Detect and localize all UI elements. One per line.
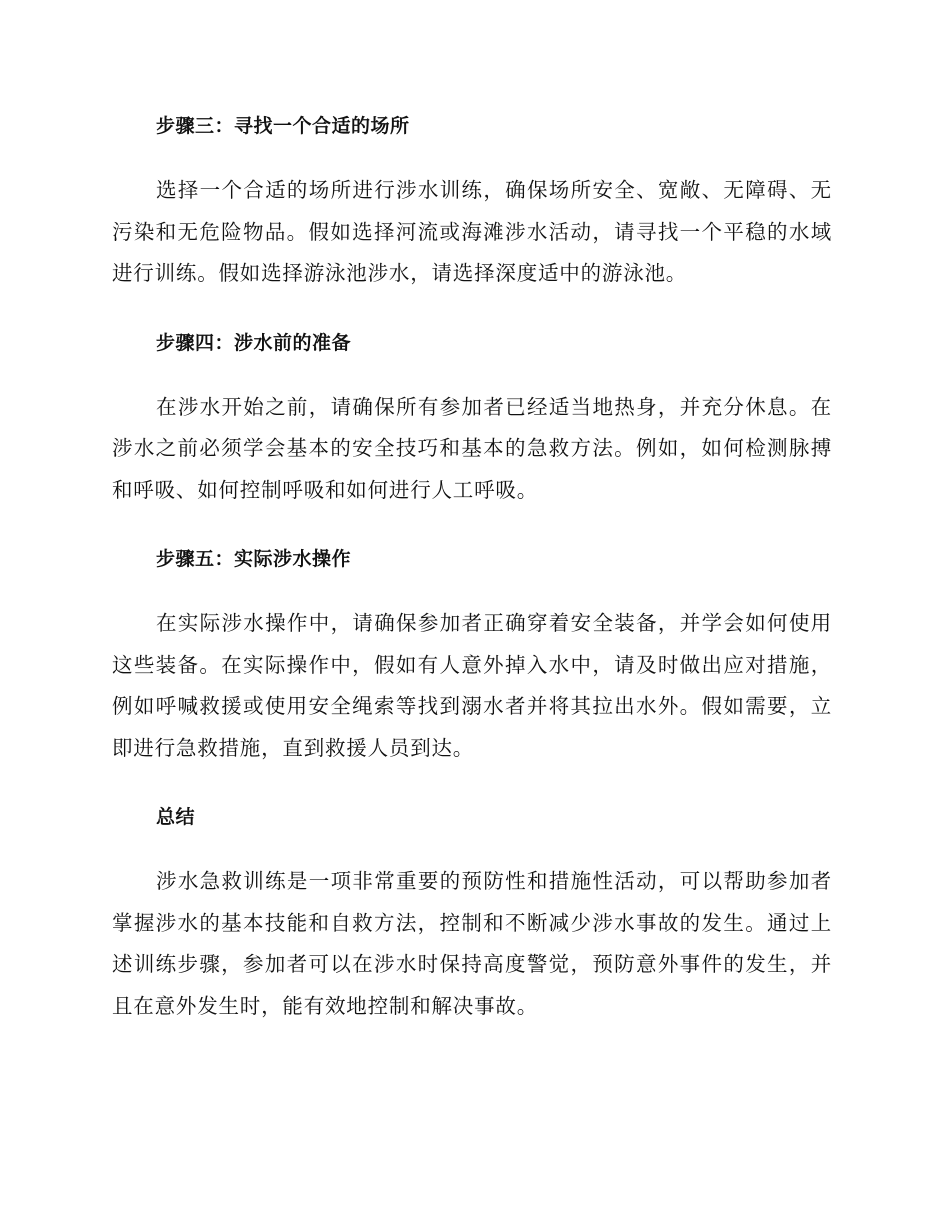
section-paragraph: 涉水急救训练是一项非常重要的预防性和措施性活动，可以帮助参加者掌握涉水的基本技能和自救方法，控制和不断减少涉水事故的发生。通过上述训练步骤，参加者可以在涉水时保持高度警觉，预防意外事件的发生，并且在意外发生时，能有效地控制和解决事故。 [112,869,832,1018]
section-heading: 步骤四：涉水前的准备 [156,331,352,354]
section-paragraph: 在涉水开始之前，请确保所有参加者已经适当地热身，并充分休息。在涉水之前必须学会基本的安全技巧和基本的急救方法。例如，如何检测脉搏和呼吸、如何控制呼吸和如何进行人工呼吸。 [112,394,832,502]
section-heading: 总结 [156,806,196,828]
section-step-three [112,108,832,295]
section-step-five [112,541,832,769]
section-summary [112,799,832,1027]
section-step-four [112,325,832,512]
section-heading: 步骤五：实际涉水操作 [156,548,352,570]
section-paragraph: 选择一个合适的场所进行涉水训练，确保场所安全、宽敞、无障碍、无污染和无危险物品。假如选择河流或海滩涉水活动，请寻找一个平稳的水域进行训练。假如选择游泳池涉水，请选择深度适中的游泳池。 [112,178,832,285]
document-body [112,108,832,1057]
section-heading: 步骤三：寻找一个合适的场所 [156,115,410,137]
section-paragraph: 在实际涉水操作中，请确保参加者正确穿着安全装备，并学会如何使用这些装备。在实际操作中，假如有人意外掉入水中，请及时做出应对措施，例如呼喊救援或使用安全绳索等找到溺水者并将其拉出水外。假如需要，立即进行急救措施，直到救援人员到达。 [112,611,832,760]
